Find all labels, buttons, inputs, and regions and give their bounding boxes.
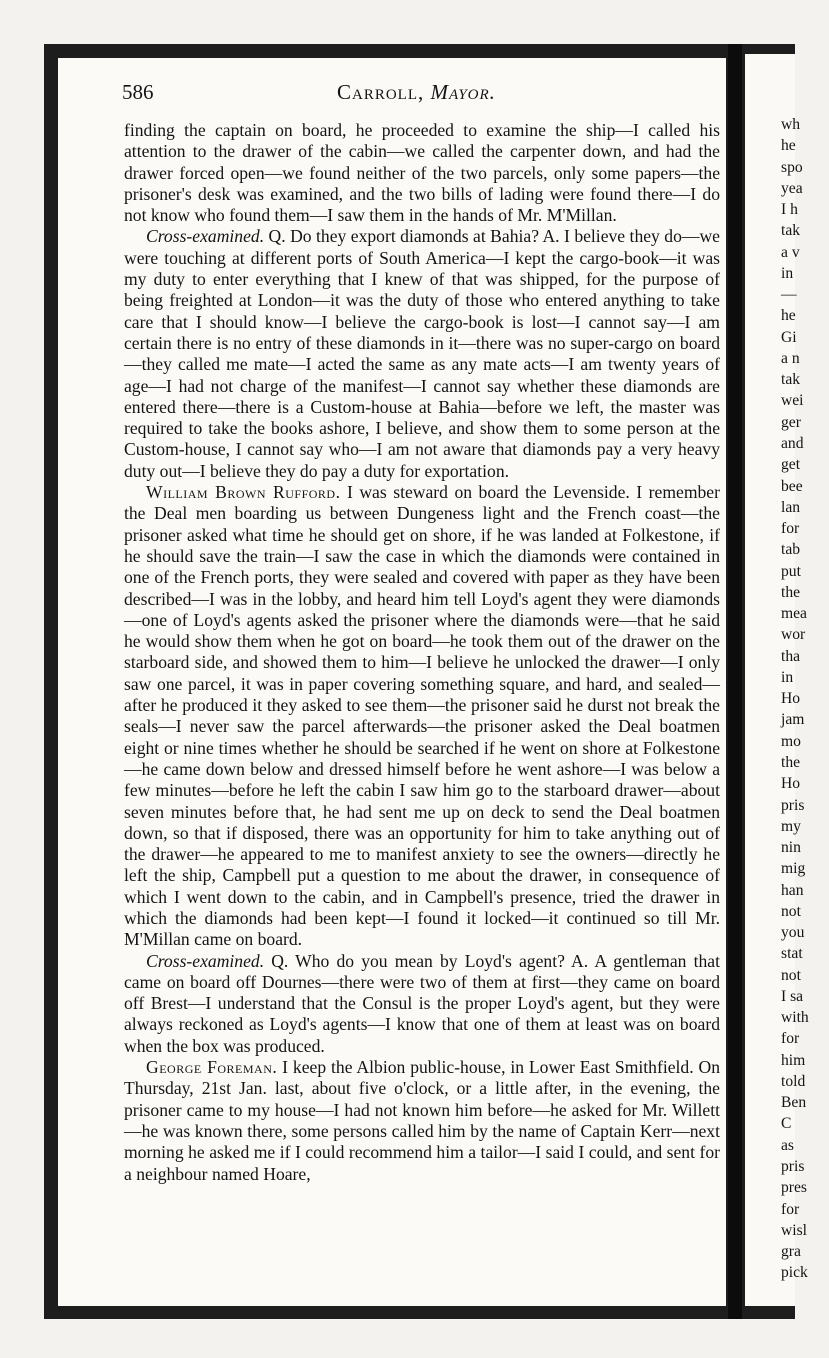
- cross-examined-label: Cross-examined.: [146, 950, 265, 971]
- paragraph-text: finding the captain on board, he proceeded to examine the ship—I called his attention to the drawer of the cabin—we called the carpenter down, and had the drawer forced open—we found neither of the two parcels, only some papers—the prisoner's desk was examined, and the two bills of lading were found there—I do not know who found them—I saw them in the hands of Mr. M'Millan.: [124, 120, 720, 226]
- fragment-line: lan: [781, 498, 801, 516]
- fragment-line: ger: [781, 413, 801, 431]
- fragment-line: and: [781, 434, 804, 452]
- fragment-line: you: [781, 924, 805, 942]
- fragment-line: Ho: [781, 690, 801, 708]
- fragment-line: tha: [781, 647, 801, 665]
- book-spine: [728, 44, 742, 1319]
- fragment-line: he: [781, 307, 796, 325]
- running-head: [337, 80, 496, 105]
- paragraph: [124, 482, 720, 951]
- fragment-line: —: [781, 286, 797, 304]
- fragment-line: wisl: [781, 1221, 807, 1239]
- fragment-line: I sa: [781, 987, 804, 1005]
- page-number: 586: [122, 80, 154, 104]
- paragraph-text: I keep the Albion public-house, in Lower East Smithfield. On Thursday, 21st Jan. last, about five o'clock, or a little after, in the evening, the prisoner came to my house—I had not known him before—he asked for Mr. Willett—he was known there, some persons called him by the name of Captain Kerr—next morning he asked me if I could recommend him a tailor—I said I could, and sent for a neighbour named Hoare,: [124, 1057, 720, 1184]
- fragment-line: gra: [781, 1243, 801, 1261]
- paragraph: [124, 951, 720, 1057]
- cross-examined-label: Cross-examined.: [146, 226, 265, 247]
- fragment-line: mo: [781, 732, 801, 750]
- fragment-line: wh: [781, 116, 801, 133]
- book-page: [58, 58, 726, 1306]
- fragment-line: bee: [781, 477, 803, 495]
- witness-name: George Foreman.: [146, 1057, 278, 1078]
- fragment-line: tab: [781, 541, 801, 559]
- paragraph: [124, 226, 720, 482]
- fragment-line: in: [781, 668, 794, 686]
- witness-name: William Brown Rufford.: [146, 482, 341, 503]
- fragment-line: nin: [781, 839, 801, 857]
- fragment-line: wei: [781, 392, 804, 410]
- running-head-name: Carroll,: [337, 80, 425, 104]
- fragment-line: put: [781, 562, 801, 580]
- fragment-line: not: [781, 966, 801, 984]
- fragment-line: I h: [781, 201, 798, 219]
- paragraph-text: Q. Do they export diamonds at Bahia? A. I believe they do—we were touching at different ports of South America—I kept the cargo-book—it was my duty to enter everything that I knew of that was shipped, for the purpose of being freighted at London—it was the duty of those who entered anything to take care that I should know—I believe the cargo-book is lost—I cannot say—I am certain there is no entry of these diamonds in it—there was no super-cargo on board—they called me mate—I acted the same as any mate acts—I am twenty years of age—I had not charge of the manifest—I cannot say whether these diamonds are entered there—there is a Custom-house at Bahia—before we left, the master was required to take the books ashore, I believe, and show them to some person at the Custom-house, I cannot say who—I am not aware that diamonds pay a very heavy duty out—I believe they do pay a duty for exportation.: [124, 226, 720, 481]
- fragment-line: pick: [781, 1264, 808, 1282]
- fragment-line: told: [781, 1072, 806, 1090]
- fragment-line: Gi: [781, 328, 797, 346]
- fragment-line: the: [781, 753, 801, 771]
- running-head-title: Mayor.: [430, 80, 496, 104]
- fragment-line: a v: [781, 243, 800, 261]
- facing-page-edge: [745, 54, 809, 1306]
- fragment-line: stat: [781, 945, 803, 963]
- fragment-line: my: [781, 817, 801, 835]
- fragment-line: wor: [781, 626, 806, 644]
- fragment-line: a n: [781, 349, 800, 367]
- fragment-line: tak: [781, 371, 801, 389]
- fragment-line: tak: [781, 222, 801, 240]
- fragment-line: the: [781, 583, 801, 601]
- fragment-line: jam: [781, 711, 805, 729]
- fragment-line: mea: [781, 605, 807, 623]
- paragraph: [124, 1057, 720, 1185]
- fragment-line: Ho: [781, 775, 801, 793]
- fragment-line: with: [781, 1009, 809, 1027]
- fragment-line: for: [781, 1030, 800, 1048]
- paragraph: [124, 120, 720, 226]
- fragment-line: pres: [781, 1179, 807, 1197]
- fragment-line: yea: [781, 179, 803, 197]
- fragment-line: mig: [781, 860, 806, 878]
- fragment-line: pris: [781, 796, 805, 814]
- facing-page-fragments: [781, 114, 829, 1284]
- fragment-line: he: [781, 137, 796, 155]
- page-header: [122, 80, 722, 110]
- fragment-line: for: [781, 520, 800, 538]
- fragment-line: as: [781, 1136, 794, 1154]
- paragraph-text: I was steward on board the Levenside. I remember the Deal men boarding us between Dungeness light and the French coast—the prisoner asked what time he should get on shore, if he was landed at Folkestone, if he should save the train—I saw the case in which the diamonds were contained in one of the French ports, they were sealed and covered with paper as they have been described—I was in the lobby, and heard him tell Loyd's agent they were diamonds—one of Loyd's agents asked the prisoner where the diamonds were—that he said he would show them when he got on board—he took them out of the drawer on the starboard side, and showed them to him—I believe he unlocked the drawer—I only saw one parcel, it was in paper covering something square, and hard, and sealed—after he produced it they asked to see them—the prisoner said he durst not break the seals—I never saw the parcel afterwards—the prisoner asked the Deal boatmen eight or nine times whether he should be searched if he went on shore at Folkestone—he came down below and dressed himself before he went ashore—I was below a few minutes—before he left the cabin I saw him go to the starboard drawer—about seven minutes before that, he had sent me up on deck to send the Deal boatmen down, so that if disposed, there was an opportunity for him to take anything out of the drawer—he appeared to me to manifest anxiety to see the owners—directly he left the ship, Campbell put a question to me about the drawer, in consequence of which I went down to the cabin, and in Campbell's presence, tried the drawer in which the diamonds had been kept—I found it locked—it continued so till Mr. M'Millan came on board.: [124, 482, 720, 950]
- fragment-line: han: [781, 881, 804, 899]
- fragment-line: in: [781, 264, 794, 282]
- fragment-line: him: [781, 1051, 806, 1069]
- fragment-line: C: [781, 1115, 792, 1133]
- paragraph-text: Q. Who do you mean by Loyd's agent? A. A gentleman that came on board off Dournes—there were two of them at first—they came on board off Brest—I understand that the Consul is the proper Loyd's agent, but they were always reckoned as Loyd's agents—I know that one of them at least was on board when the box was produced.: [124, 950, 720, 1056]
- page-text: [124, 120, 720, 1185]
- fragment-line: spo: [781, 158, 803, 176]
- fragment-line: get: [781, 456, 801, 474]
- fragment-line: Ben: [781, 1094, 807, 1112]
- fragment-line: for: [781, 1200, 800, 1218]
- fragment-line: pris: [781, 1158, 805, 1176]
- fragment-line: not: [781, 902, 801, 920]
